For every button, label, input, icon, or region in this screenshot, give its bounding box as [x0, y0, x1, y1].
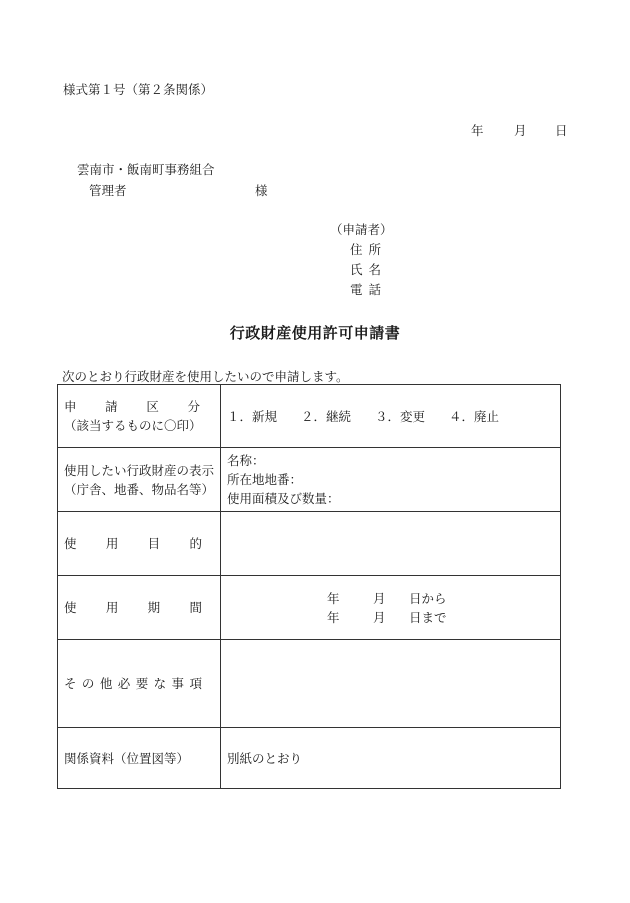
category-label-cell: [58, 385, 221, 448]
form-number: 様式第１号（第２条関係）: [63, 82, 214, 97]
period-value-cell[interactable]: [221, 576, 561, 640]
label-char: 用: [105, 600, 119, 615]
applicant-phone-label: 電話: [350, 282, 388, 297]
property-label: 使用したい行政財産の表示（庁舎、地番、物品名等）: [58, 448, 221, 512]
period-to-day: 日まで: [409, 609, 447, 625]
purpose-label-cell: [58, 512, 221, 576]
table-row-documents: [58, 728, 561, 789]
period-from-day: 日から: [409, 590, 447, 606]
document-title: 行政財産使用許可申請書: [229, 324, 401, 342]
period-from-month: 月: [373, 590, 386, 606]
period-label: [64, 598, 202, 617]
table-row-period: [58, 576, 561, 640]
label-char: 用: [105, 536, 119, 551]
applicant-name-label: 氏名: [350, 262, 388, 277]
period-from-line: [227, 589, 560, 608]
date-month-label: 月: [514, 123, 527, 138]
purpose-label: [64, 534, 202, 553]
label-char: な: [153, 676, 167, 691]
purpose-value-field[interactable]: [221, 512, 561, 576]
label-char: 区: [146, 399, 159, 414]
property-location-line: 所在地地番：: [227, 472, 303, 487]
table-row-purpose: [58, 512, 561, 576]
period-from-year: 年: [327, 590, 340, 606]
table-row-other: [58, 640, 561, 728]
recipient-manager: 管理者: [89, 183, 127, 198]
label-char: 申: [64, 399, 77, 414]
label-char: 要: [135, 676, 149, 691]
intro-text: 次のとおり行政財産を使用したいので申請します。: [62, 369, 349, 384]
category-options: [227, 407, 560, 426]
label-char: 他: [99, 676, 113, 691]
category-label: [64, 397, 200, 416]
recipient-honorific: 様: [255, 183, 268, 198]
other-label-cell: [58, 640, 221, 728]
label-char: 的: [189, 536, 202, 551]
applicant-address-label: 住所: [350, 242, 388, 257]
label-char: 使: [64, 536, 77, 551]
other-label: [64, 674, 202, 693]
label-char: 使: [64, 600, 77, 615]
period-to-line: [227, 608, 560, 627]
recipient-organization: 雲南市・飯南町事務組合: [77, 162, 215, 177]
label-char: 目: [147, 536, 161, 551]
option-continue[interactable]: ２．継続: [301, 408, 352, 424]
date-year-label: 年: [471, 123, 484, 138]
label-char: の: [81, 676, 95, 691]
property-value-cell[interactable]: [221, 448, 561, 512]
documents-value[interactable]: 別紙のとおり: [221, 728, 561, 789]
category-note: （該当するものに〇印）: [64, 418, 202, 433]
label-char: そ: [64, 676, 77, 691]
other-value-field[interactable]: [221, 640, 561, 728]
option-new[interactable]: １．新規: [227, 408, 278, 424]
option-change[interactable]: ３．変更: [375, 408, 426, 424]
property-area-line: 使用面積及び数量：: [227, 491, 340, 506]
label-char: 間: [189, 600, 202, 615]
date-day-label: 日: [555, 123, 568, 138]
option-abolish[interactable]: ４．廃止: [449, 408, 500, 424]
label-char: 分: [187, 399, 200, 414]
period-to-month: 月: [373, 609, 386, 625]
label-char: 項: [189, 676, 202, 691]
applicant-heading: （申請者）: [330, 222, 393, 237]
table-row-category: [58, 385, 561, 448]
label-char: 事: [171, 676, 185, 691]
documents-label: 関係資料（位置図等）: [58, 728, 221, 789]
period-label-cell: [58, 576, 221, 640]
property-name-line: 名称：: [227, 453, 265, 468]
period-to-year: 年: [327, 609, 340, 625]
category-options-cell: [221, 385, 561, 448]
table-row-property: [58, 448, 561, 512]
label-char: 必: [117, 676, 131, 691]
label-char: 請: [105, 399, 118, 414]
application-form-table: [57, 384, 561, 789]
label-char: 期: [147, 600, 161, 615]
